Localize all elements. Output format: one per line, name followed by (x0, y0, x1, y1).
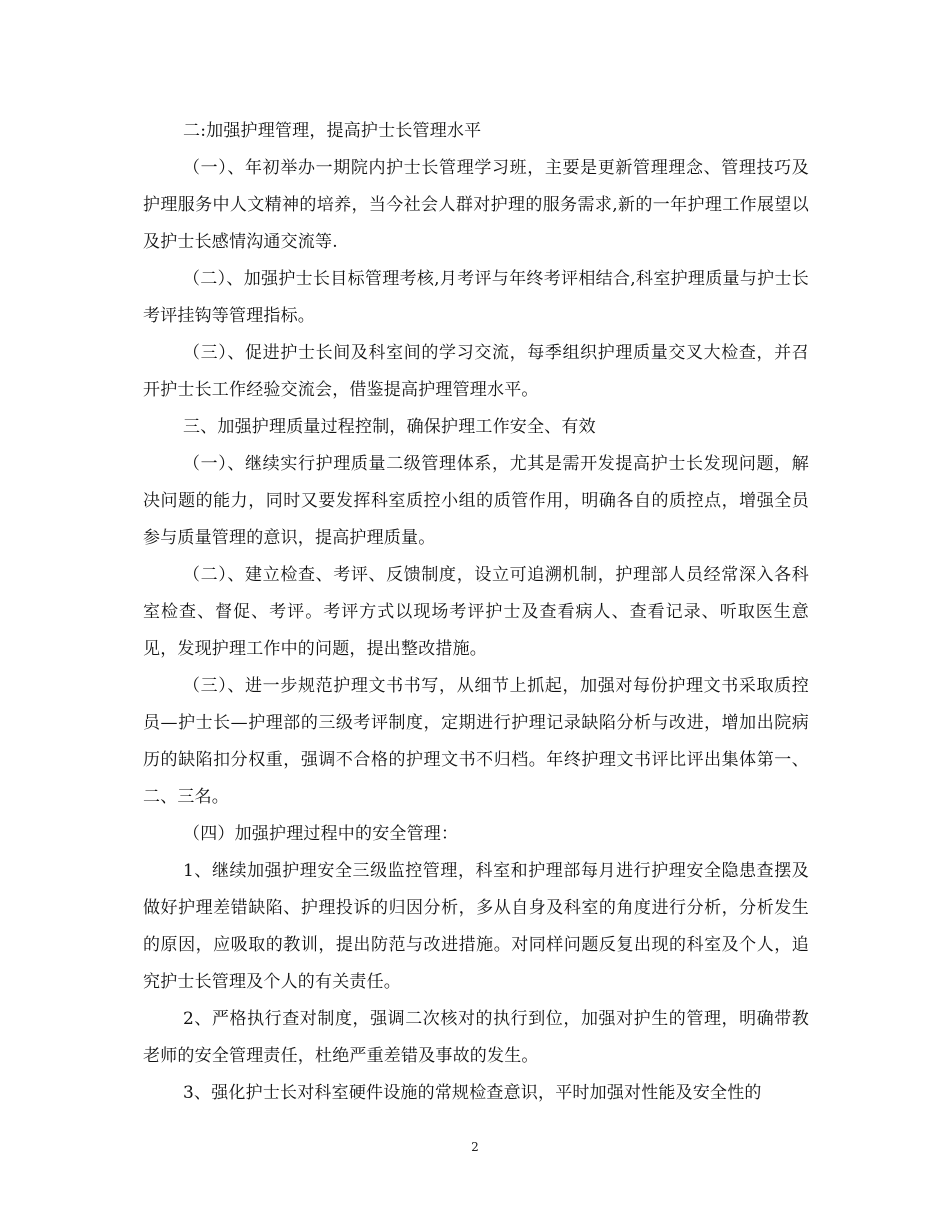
page-number: 2 (471, 1140, 479, 1154)
heading-section-three: 三、加强护理质量过程控制，确保护理工作安全、有效 (183, 417, 596, 437)
paragraph: （三）、进一步规范护理文书书写，从细节上抓起，加强对每份护理文书采取质控员—护士长—护理部的三级考评制度，定期进行护理记录缺陷分析与改进，增加出院病历的缺陷扣分权重，强调不合格的护理文书不归档。年终护理文书评比评出集体第一、二、三名。 (143, 676, 809, 807)
paragraph: （一）、年初举办一期院内护士长管理学习班，主要是更新管理理念、管理技巧及护理服务中人文精神的培养，当今社会人群对护理的服务需求,新的一年护理工作展望以及护士长感情沟通交流等. (143, 158, 809, 252)
heading-section-two: 二:加强护理管理，提高护士长管理水平 (183, 121, 482, 141)
paragraph: 3、强化护士长对科室硬件设施的常规检查意识，平时加强对性能及安全性的 (183, 1083, 762, 1103)
paragraph: （一）、继续实行护理质量二级管理体系，尤其是需开发提高护士长发现问题，解决问题的能力，同时又要发挥科室质控小组的质管作用，明确各自的质控点，增强全员参与质量管理的意识，提高护理质量。 (143, 454, 809, 548)
paragraph: （二）、加强护士长目标管理考核,月考评与年终考评相结合,科室护理质量与护士长考评挂钩等管理指标。 (143, 269, 809, 326)
paragraph: 2、严格执行查对制度，强调二次核对的执行到位，加强对护生的管理，明确带教老师的安全管理责任，杜绝严重差错及事故的发生。 (143, 1009, 809, 1066)
subheading-safety-management: （四）加强护理过程中的安全管理： (183, 824, 459, 844)
paragraph: （三）、促进护士长间及科室间的学习交流，每季组织护理质量交叉大检查，并召开护士长工作经验交流会，借鉴提高护理管理水平。 (143, 343, 809, 400)
document-body (143, 113, 809, 1112)
paragraph: （二）、建立检查、考评、反馈制度，设立可追溯机制，护理部人员经常深入各科室检查、督促、考评。考评方式以现场考评护士及查看病人、查看记录、听取医生意见，发现护理工作中的问题，提出整改措施。 (143, 565, 809, 659)
paragraph: 1、继续加强护理安全三级监控管理，科室和护理部每月进行护理安全隐患查摆及做好护理差错缺陷、护理投诉的归因分析，多从自身及科室的角度进行分析，分析发生的原因，应吸取的教训，提出防范与改进措施。对同样问题反复出现的科室及个人，追究护士长管理及个人的有关责任。 (143, 861, 809, 992)
